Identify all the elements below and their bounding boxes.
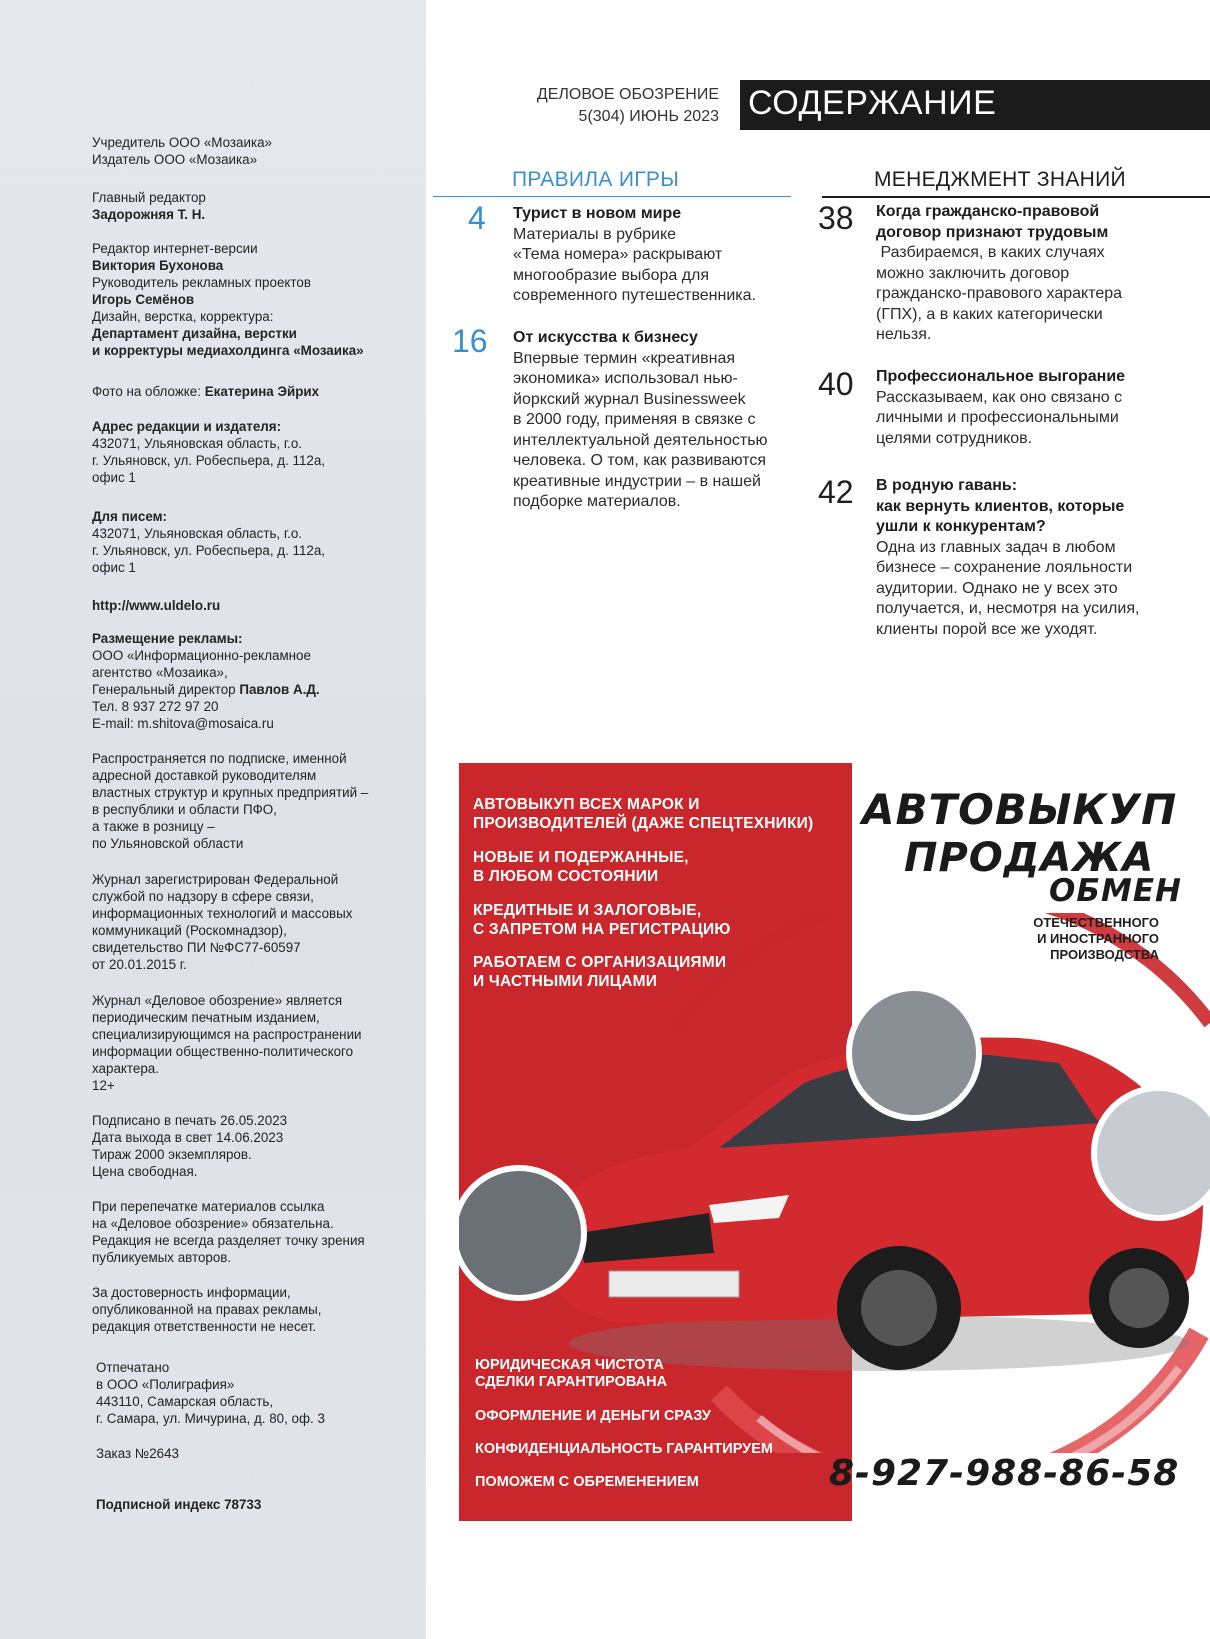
- toc-entry-desc: интеллектуальной деятельностью: [513, 431, 768, 449]
- chief-editor-name: Задорожняя Т. Н.: [92, 207, 206, 222]
- ad-headline-buyout: АВТОВЫКУП: [862, 785, 1178, 834]
- toc-entry-desc: личными и профессиональными: [876, 409, 1119, 426]
- issue-info: 5(304) ИЮНЬ 2023: [578, 108, 719, 125]
- toc-entry-desc: можно заключить договор: [876, 264, 1070, 282]
- periodical-line: информации общественно-политического: [92, 1044, 354, 1059]
- registration-line: Журнал зарегистрирован Федеральной: [92, 872, 339, 887]
- subscription-block: [96, 1496, 416, 1513]
- address-line: г. Ульяновск, ул. Робеспьера, д. 112а,: [92, 453, 326, 468]
- toc-entry-desc: гражданско-правового характера: [876, 285, 1123, 302]
- toc-entry-desc: «Тема номера» раскрывают: [513, 246, 723, 263]
- toc-page-number[interactable]: 4: [468, 200, 486, 236]
- toc-entry-desc: целями сотрудников.: [876, 429, 1033, 447]
- website-link[interactable]: http://www.uldelo.ru: [92, 598, 221, 613]
- chief-editor-label: Главный редактор: [92, 190, 206, 205]
- ad-feature: АВТОВЫКУП ВСЕХ МАРОК И ПРОИЗВОДИТЕЛЕЙ (ДАЖЕ СПЕЦТЕХНИКИ): [473, 796, 814, 832]
- chief-editor-block: [92, 189, 412, 223]
- cover-photo-label: Фото на обложке:: [92, 384, 201, 399]
- magazine-name: ДЕЛОВОЕ ОБОЗРЕНИЕ: [536, 86, 719, 103]
- contents-header-bar: [740, 80, 1210, 130]
- toc-entry-desc: (ГПХ), а в каких категорически: [876, 305, 1103, 323]
- car-buyout-advertisement: [459, 763, 1210, 1523]
- section-title-rules: ПРАВИЛА ИГРЫ: [512, 168, 680, 191]
- address-label: Адрес редакции и издателя:: [92, 419, 282, 434]
- order-number: Заказ №2643: [96, 1446, 179, 1461]
- subscription-index: Подписной индекс 78733: [96, 1497, 262, 1512]
- toc-entry[interactable]: [513, 204, 756, 307]
- toc-entry-desc: бизнесе – сохранение лояльности: [876, 559, 1133, 576]
- web-editor-label: Редактор интернет-версии: [92, 241, 258, 256]
- distribution-line: по Ульяновской области: [92, 836, 244, 851]
- inset-headlight: [849, 988, 979, 1118]
- address-block: [92, 418, 412, 486]
- toc-entry-title: Турист в новом мире: [513, 205, 682, 222]
- distribution-line: властных структур и крупных предприятий –: [92, 785, 369, 800]
- distribution-block: [92, 750, 412, 852]
- website-block: [92, 597, 412, 614]
- distribution-line: адресной доставкой руководителям: [92, 768, 317, 783]
- registration-block: [92, 871, 412, 973]
- reprint-line: публикуемых авторов.: [92, 1250, 232, 1265]
- print-line: Тираж 2000 экземпляров.: [92, 1147, 252, 1162]
- toc-entry[interactable]: [513, 328, 768, 513]
- web-editor-name: Виктория Бухонова: [92, 258, 224, 273]
- imprint-column: [0, 0, 426, 1639]
- gen-director-name: Павлов А.Д.: [239, 682, 320, 697]
- section-divider: [433, 196, 791, 197]
- ads-head-label: Руководитель рекламных проектов: [92, 275, 311, 290]
- toc-entry-desc: Рассказываем, как оно связано с: [876, 388, 1123, 406]
- letters-line: г. Ульяновск, ул. Робеспьера, д. 112а,: [92, 543, 326, 558]
- cover-photo-block: [92, 383, 412, 400]
- toc-entry-desc: Разбираемся, в каких случаях: [876, 244, 1105, 261]
- toc-page-number[interactable]: 38: [818, 200, 854, 236]
- ad-bottom-feature: ПОМОЖЕМ С ОБРЕМЕНЕНИЕМ: [475, 1474, 699, 1490]
- toc-page-number[interactable]: 16: [452, 323, 488, 359]
- toc-entry-desc: Впервые термин «креативная: [513, 349, 736, 367]
- toc-entry-desc: креативные индустрии – в нашей: [513, 472, 761, 490]
- cover-photo-name: Екатерина Эйрих: [204, 384, 320, 399]
- printer-line: г. Самара, ул. Мичурина, д. 80, оф. 3: [96, 1411, 325, 1426]
- ad-headline-sale: ПРОДАЖА: [904, 835, 1155, 881]
- ad-origin-text: ОТЕЧЕСТВЕННОГО И ИНОСТРАННОГО ПРОИЗВОДСТВА: [1033, 915, 1159, 962]
- distribution-line: в республики и области ПФО,: [92, 802, 277, 817]
- toc-entry-desc: человека. О том, как развиваются: [513, 452, 767, 469]
- distribution-line: Распространяется по подписке, именной: [92, 751, 347, 766]
- disclaimer-line: опубликованной на правах рекламы,: [92, 1302, 322, 1317]
- ad-feature: НОВЫЕ И ПОДЕРЖАННЫЕ, В ЛЮБОМ СОСТОЯНИИ: [473, 849, 689, 885]
- toc-entry[interactable]: [876, 367, 1125, 449]
- toc-entry-desc: аудитории. Однако не у всех это: [876, 579, 1118, 597]
- toc-entry-title: ушли к конкурентам?: [876, 518, 1046, 535]
- toc-page-number[interactable]: 40: [818, 366, 854, 402]
- distribution-line: а также в розницу –: [92, 819, 215, 834]
- printer-line: Отпечатано: [96, 1360, 170, 1375]
- toc-entry-title: В родную гавань:: [876, 477, 1018, 494]
- printer-line: 443110, Самарская область,: [96, 1394, 274, 1409]
- periodical-line: характера.: [92, 1061, 159, 1076]
- registration-line: коммуникаций (Роскомнадзор),: [92, 923, 287, 938]
- toc-entry-desc: йоркский журнал Businessweek: [513, 390, 746, 408]
- section-title-knowledge-management: МЕНЕДЖМЕНТ ЗНАНИЙ: [874, 168, 1126, 191]
- design-name-line: и корректуры медиахолдинга «Мозаика»: [92, 343, 364, 358]
- reprint-line: Редакция не всегда разделяет точку зрения: [92, 1233, 365, 1248]
- toc-entry-title: Профессиональное выгорание: [876, 368, 1126, 385]
- ad-bottom-feature: ЮРИДИЧЕСКАЯ ЧИСТОТА СДЕЛКИ ГАРАНТИРОВАНА: [475, 1357, 668, 1390]
- ad-bottom-feature: ОФОРМЛЕНИЕ И ДЕНЬГИ СРАЗУ: [475, 1408, 711, 1424]
- ad-placement-line: ООО «Информационно-рекламное: [92, 648, 311, 663]
- toc-entry-desc: получается, и, несмотря на усилия,: [876, 600, 1140, 617]
- toc-entry-desc: нельзя.: [876, 326, 932, 343]
- printer-block: [96, 1359, 416, 1427]
- registration-line: свидетельство ПИ №ФС77-60597: [92, 940, 301, 955]
- ad-headline-exchange: ОБМЕН: [1049, 873, 1182, 909]
- toc-entry-desc: подборке материалов.: [513, 493, 681, 510]
- disclaimer-line: редакция ответственности не несет.: [92, 1319, 317, 1334]
- toc-entry-desc: Материалы в рубрике: [513, 225, 677, 243]
- staff-block: [92, 240, 412, 359]
- toc-entry-title: От искусства к бизнесу: [513, 329, 698, 346]
- inset-covered-car: [1094, 1088, 1210, 1218]
- ad-placement-block: [92, 630, 412, 732]
- registration-line: информационных технологий и массовых: [92, 906, 353, 921]
- design-name-line: Департамент дизайна, верстки: [92, 326, 297, 341]
- inset-damaged-front: [459, 1168, 584, 1298]
- phone-line: Тел. 8 937 272 97 20: [92, 699, 219, 714]
- publisher-line: Издатель ООО «Мозаика»: [92, 152, 258, 167]
- letters-line: 432071, Ульяновская область, г.о.: [92, 526, 303, 541]
- gen-director-label: Генеральный директор: [92, 682, 236, 697]
- periodical-line: Журнал «Деловое обозрение» является: [92, 993, 343, 1008]
- age-rating: 12+: [92, 1078, 115, 1093]
- periodical-block: [92, 992, 412, 1094]
- print-line: Дата выхода в свет 14.06.2023: [92, 1130, 284, 1145]
- ad-phone-number[interactable]: 8-927-988-86-58: [829, 1453, 1180, 1494]
- toc-entry[interactable]: [876, 202, 1122, 346]
- registration-line: службой по надзору в сфере связи,: [92, 889, 314, 904]
- ad-placement-line: агентство «Мозаика»,: [92, 665, 228, 680]
- letters-line: офис 1: [92, 560, 136, 575]
- toc-entry-desc: экономика» использовал нью-: [513, 370, 738, 387]
- print-line: Подписано в печать 26.05.2023: [92, 1113, 288, 1128]
- ad-placement-label: Размещение рекламы:: [92, 631, 243, 646]
- toc-entry-desc: современного путешественника.: [513, 287, 756, 304]
- periodical-line: периодическим печатным изданием,: [92, 1010, 320, 1025]
- ad-bottom-feature: КОНФИДЕНЦИАЛЬНОСТЬ ГАРАНТИРУЕМ: [475, 1441, 773, 1457]
- ad-feature: РАБОТАЕМ С ОРГАНИЗАЦИЯМИ И ЧАСТНЫМИ ЛИЦАМИ: [473, 954, 727, 990]
- toc-entry-title: как вернуть клиентов, которые: [876, 497, 1125, 515]
- print-info-block: [92, 1112, 412, 1180]
- address-line: офис 1: [92, 470, 136, 485]
- design-label: Дизайн, верстка, корректура:: [92, 309, 274, 324]
- ads-head-name: Игорь Семёнов: [92, 292, 195, 307]
- address-line: 432071, Ульяновская область, г.о.: [92, 436, 303, 451]
- reprint-line: При перепечатке материалов ссылка: [92, 1199, 325, 1214]
- letters-label: Для писем:: [92, 509, 167, 524]
- ad-feature: КРЕДИТНЫЕ И ЗАЛОГОВЫЕ, С ЗАПРЕТОМ НА РЕГИСТРАЦИЮ: [473, 902, 731, 938]
- founder-block: [92, 134, 412, 168]
- founder-line: Учредитель ООО «Мозаика»: [92, 135, 273, 150]
- order-block: [96, 1445, 416, 1462]
- toc-entry-desc: Одна из главных задач в любом: [876, 538, 1116, 556]
- disclaimer-line: За достоверность информации,: [92, 1285, 291, 1300]
- toc-page-number[interactable]: 42: [818, 474, 854, 510]
- contents-title: СОДЕРЖАНИЕ: [748, 84, 997, 122]
- letters-block: [92, 508, 412, 576]
- toc-entry-title: Когда гражданско-правовой: [876, 203, 1100, 220]
- toc-entry-desc: в 2000 году, применяя в связке с: [513, 411, 756, 428]
- periodical-line: специализирующимся на распространении: [92, 1027, 362, 1042]
- section-divider: [822, 196, 1210, 198]
- reprint-block: [92, 1198, 412, 1266]
- registration-line: от 20.01.2015 г.: [92, 957, 187, 972]
- printer-line: в ООО «Полиграфия»: [96, 1377, 235, 1392]
- toc-entry[interactable]: [876, 476, 1139, 640]
- print-line: Цена свободная.: [92, 1164, 198, 1179]
- toc-entry-desc: многообразие выбора для: [513, 266, 710, 284]
- reprint-line: на «Деловое обозрение» обязательна.: [92, 1216, 334, 1231]
- license-plate: [609, 1271, 739, 1297]
- toc-entry-desc: клиенты порой все же уходят.: [876, 620, 1098, 638]
- toc-entry-title: договор признают трудовым: [876, 223, 1109, 241]
- email-line[interactable]: E-mail: m.shitova@mosaica.ru: [92, 716, 274, 731]
- disclaimer-block: [92, 1284, 412, 1335]
